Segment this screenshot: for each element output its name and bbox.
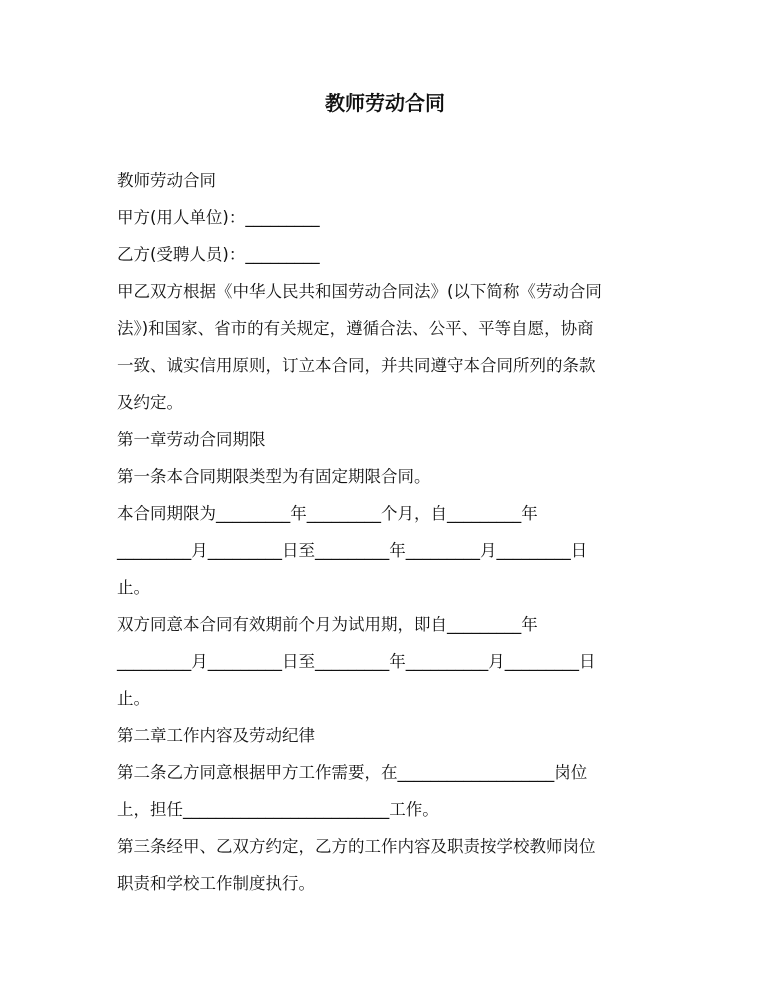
body-line: 乙方(受聘人员)：_________	[117, 245, 320, 264]
body-line: 止。	[117, 689, 150, 708]
body-line: 第三条经甲、乙双方约定，乙方的工作内容及职责按学校教师岗位	[117, 837, 596, 856]
body-line: 及约定。	[117, 393, 183, 412]
body-line: 第二条乙方同意根据甲方工作需要，在___________________岗位	[117, 763, 588, 782]
section-heading: 第一章劳动合同期限	[117, 430, 266, 449]
document-title: 教师劳动合同	[325, 91, 445, 115]
body-line: 职责和学校工作制度执行。	[117, 874, 315, 893]
document-body	[117, 162, 657, 902]
body-line: 甲乙双方根据《中华人民共和国劳动合同法》(以下简称《劳动合同	[117, 282, 602, 301]
body-line: 第一条本合同期限类型为有固定期限合同。	[117, 467, 431, 486]
body-line: 教师劳动合同	[117, 171, 216, 190]
body-line: 一致、诚实信用原则，订立本合同，并共同遵守本合同所列的条款	[117, 356, 596, 375]
body-line: 甲方(用人单位)：_________	[117, 208, 320, 227]
body-line: _________月_________日至_________年__________月_________日	[117, 652, 596, 671]
body-line: 上，担任_________________________工作。	[117, 800, 439, 819]
body-line: 止。	[117, 578, 150, 597]
body-line: 双方同意本合同有效期前个月为试用期，即自_________年	[117, 615, 538, 634]
section-heading: 第二章工作内容及劳动纪律	[117, 726, 315, 745]
body-line: 法》)和国家、省市的有关规定，遵循合法、公平、平等自愿，协商	[117, 319, 594, 338]
body-line: 本合同期限为_________年_________个月，自_________年	[117, 504, 538, 523]
body-line: _________月_________日至_________年_________月_________日	[117, 541, 588, 560]
